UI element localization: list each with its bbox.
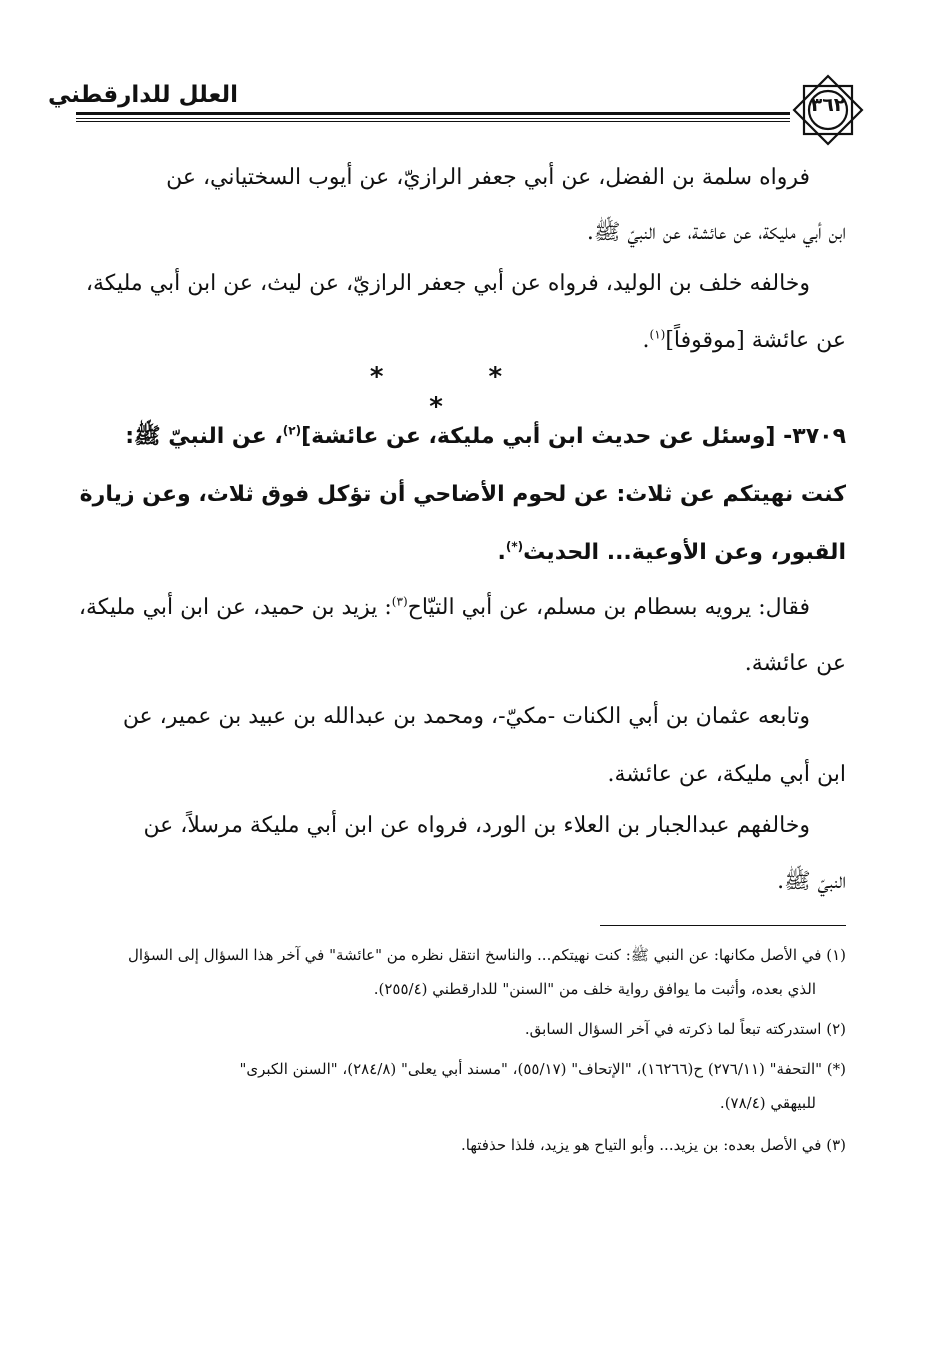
- footnote-line: (*) "التحفة" (٢٧٦/١١) ح(١٦٢٦٦)، "الإتحاف" (٥٥/١٧)، "مسند أبي يعلى" (٢٨٤/٨)، "السنن الكبرى": [239, 1060, 846, 1078]
- line-text: ، عن النبيّ ﷺ:: [125, 424, 283, 449]
- paragraph: [76, 580, 846, 692]
- paragraph: [76, 798, 846, 910]
- line-text: القبور، وعن الأوعية... الحديث: [523, 540, 846, 565]
- text-line: [76, 312, 846, 369]
- text-line: وخالفهم عبدالجبار بن العلاء بن الورد، فرواه عن ابن أبي مليكة مرسلاً، عن: [143, 813, 810, 838]
- footnote: [76, 1052, 846, 1120]
- heading-line: [76, 408, 846, 466]
- section-separator: * * *: [369, 362, 551, 422]
- text-line: النبيّ ﷺ.: [777, 869, 846, 894]
- text-line: ابن أبي مليكة، عن عائشة، عن النبيّ ﷺ.: [586, 220, 846, 245]
- footnote: [76, 938, 846, 1006]
- paragraph: [76, 688, 846, 804]
- footnote-line: (٣) في الأصل بعده: بن يزيد... وأبو التياح هو يزيد، فلذا حذفتها.: [461, 1136, 846, 1154]
- line-text: ٣٧٠٩- [وسئل عن حديث ابن أبي مليكة، عن عائشة]: [301, 424, 846, 449]
- text-line: ابن أبي مليكة، عن عائشة.: [607, 762, 846, 787]
- paragraph: [76, 255, 846, 369]
- heading-line: [76, 524, 846, 582]
- line-text: .: [497, 540, 506, 565]
- footnote: [76, 1012, 846, 1046]
- question-heading: [76, 408, 846, 582]
- line-text: فقال: يرويه بسطام بن مسلم، عن أبي التيّاح: [407, 595, 810, 620]
- text-line: [76, 580, 846, 636]
- header-rule: [76, 112, 790, 115]
- running-header-title: العلل للدارقطني: [48, 82, 238, 108]
- line-text: .: [642, 328, 650, 353]
- header-rule: [76, 121, 790, 122]
- footnote-ref: (١): [649, 327, 666, 342]
- line-text: عن عائشة [موقوفاً]: [665, 328, 846, 353]
- page-number-badge: [790, 72, 866, 148]
- line-text: : يزيد بن حميد، عن ابن أبي مليكة،: [78, 595, 392, 620]
- footnote: [76, 1128, 846, 1162]
- footnote-ref: (٣): [391, 594, 408, 609]
- text-line: وخالفه خلف بن الوليد، فرواه عن أبي جعفر الرازيّ، عن ليث، عن ابن أبي مليكة،: [85, 271, 810, 296]
- footnote-ref: (٢): [282, 423, 302, 438]
- header-rule: [76, 118, 790, 119]
- footnote-line: (٢) استدركته تبعاً لما ذكرته في آخر السؤال السابق.: [524, 1020, 846, 1038]
- text-line: عن عائشة.: [744, 651, 846, 676]
- paragraph: [76, 150, 846, 260]
- footnote-line: للبيهقي (٧٨/٤).: [719, 1094, 816, 1112]
- heading-line: كنت نهيتكم عن ثلاث: عن لحوم الأضاحي أن تؤكل فوق ثلاث، وعن زيارة: [79, 482, 846, 507]
- footnote-line: (١) في الأصل مكانها: عن النبي ﷺ: كنت نهيتكم... والناسخ انتقل نظره من "عائشة" في آخر هذا السؤال إلى السؤال: [128, 946, 846, 964]
- text-line: فرواه سلمة بن الفضل، عن أبي جعفر الرازيّ، عن أيوب السختياني، عن: [166, 165, 810, 190]
- footnote-divider: [600, 925, 846, 926]
- text-line: وتابعه عثمان بن أبي الكنات -مكيّ-، ومحمد بن عبدالله بن عبيد بن عمير، عن: [122, 704, 810, 729]
- footnote-line: الذي بعده، وأثبت ما يوافق رواية خلف من "السنن" للدارقطني (٢٥٥/٤).: [373, 980, 816, 998]
- page-number: ٣٦٢: [810, 94, 846, 116]
- footnote-ref: (*): [505, 539, 524, 554]
